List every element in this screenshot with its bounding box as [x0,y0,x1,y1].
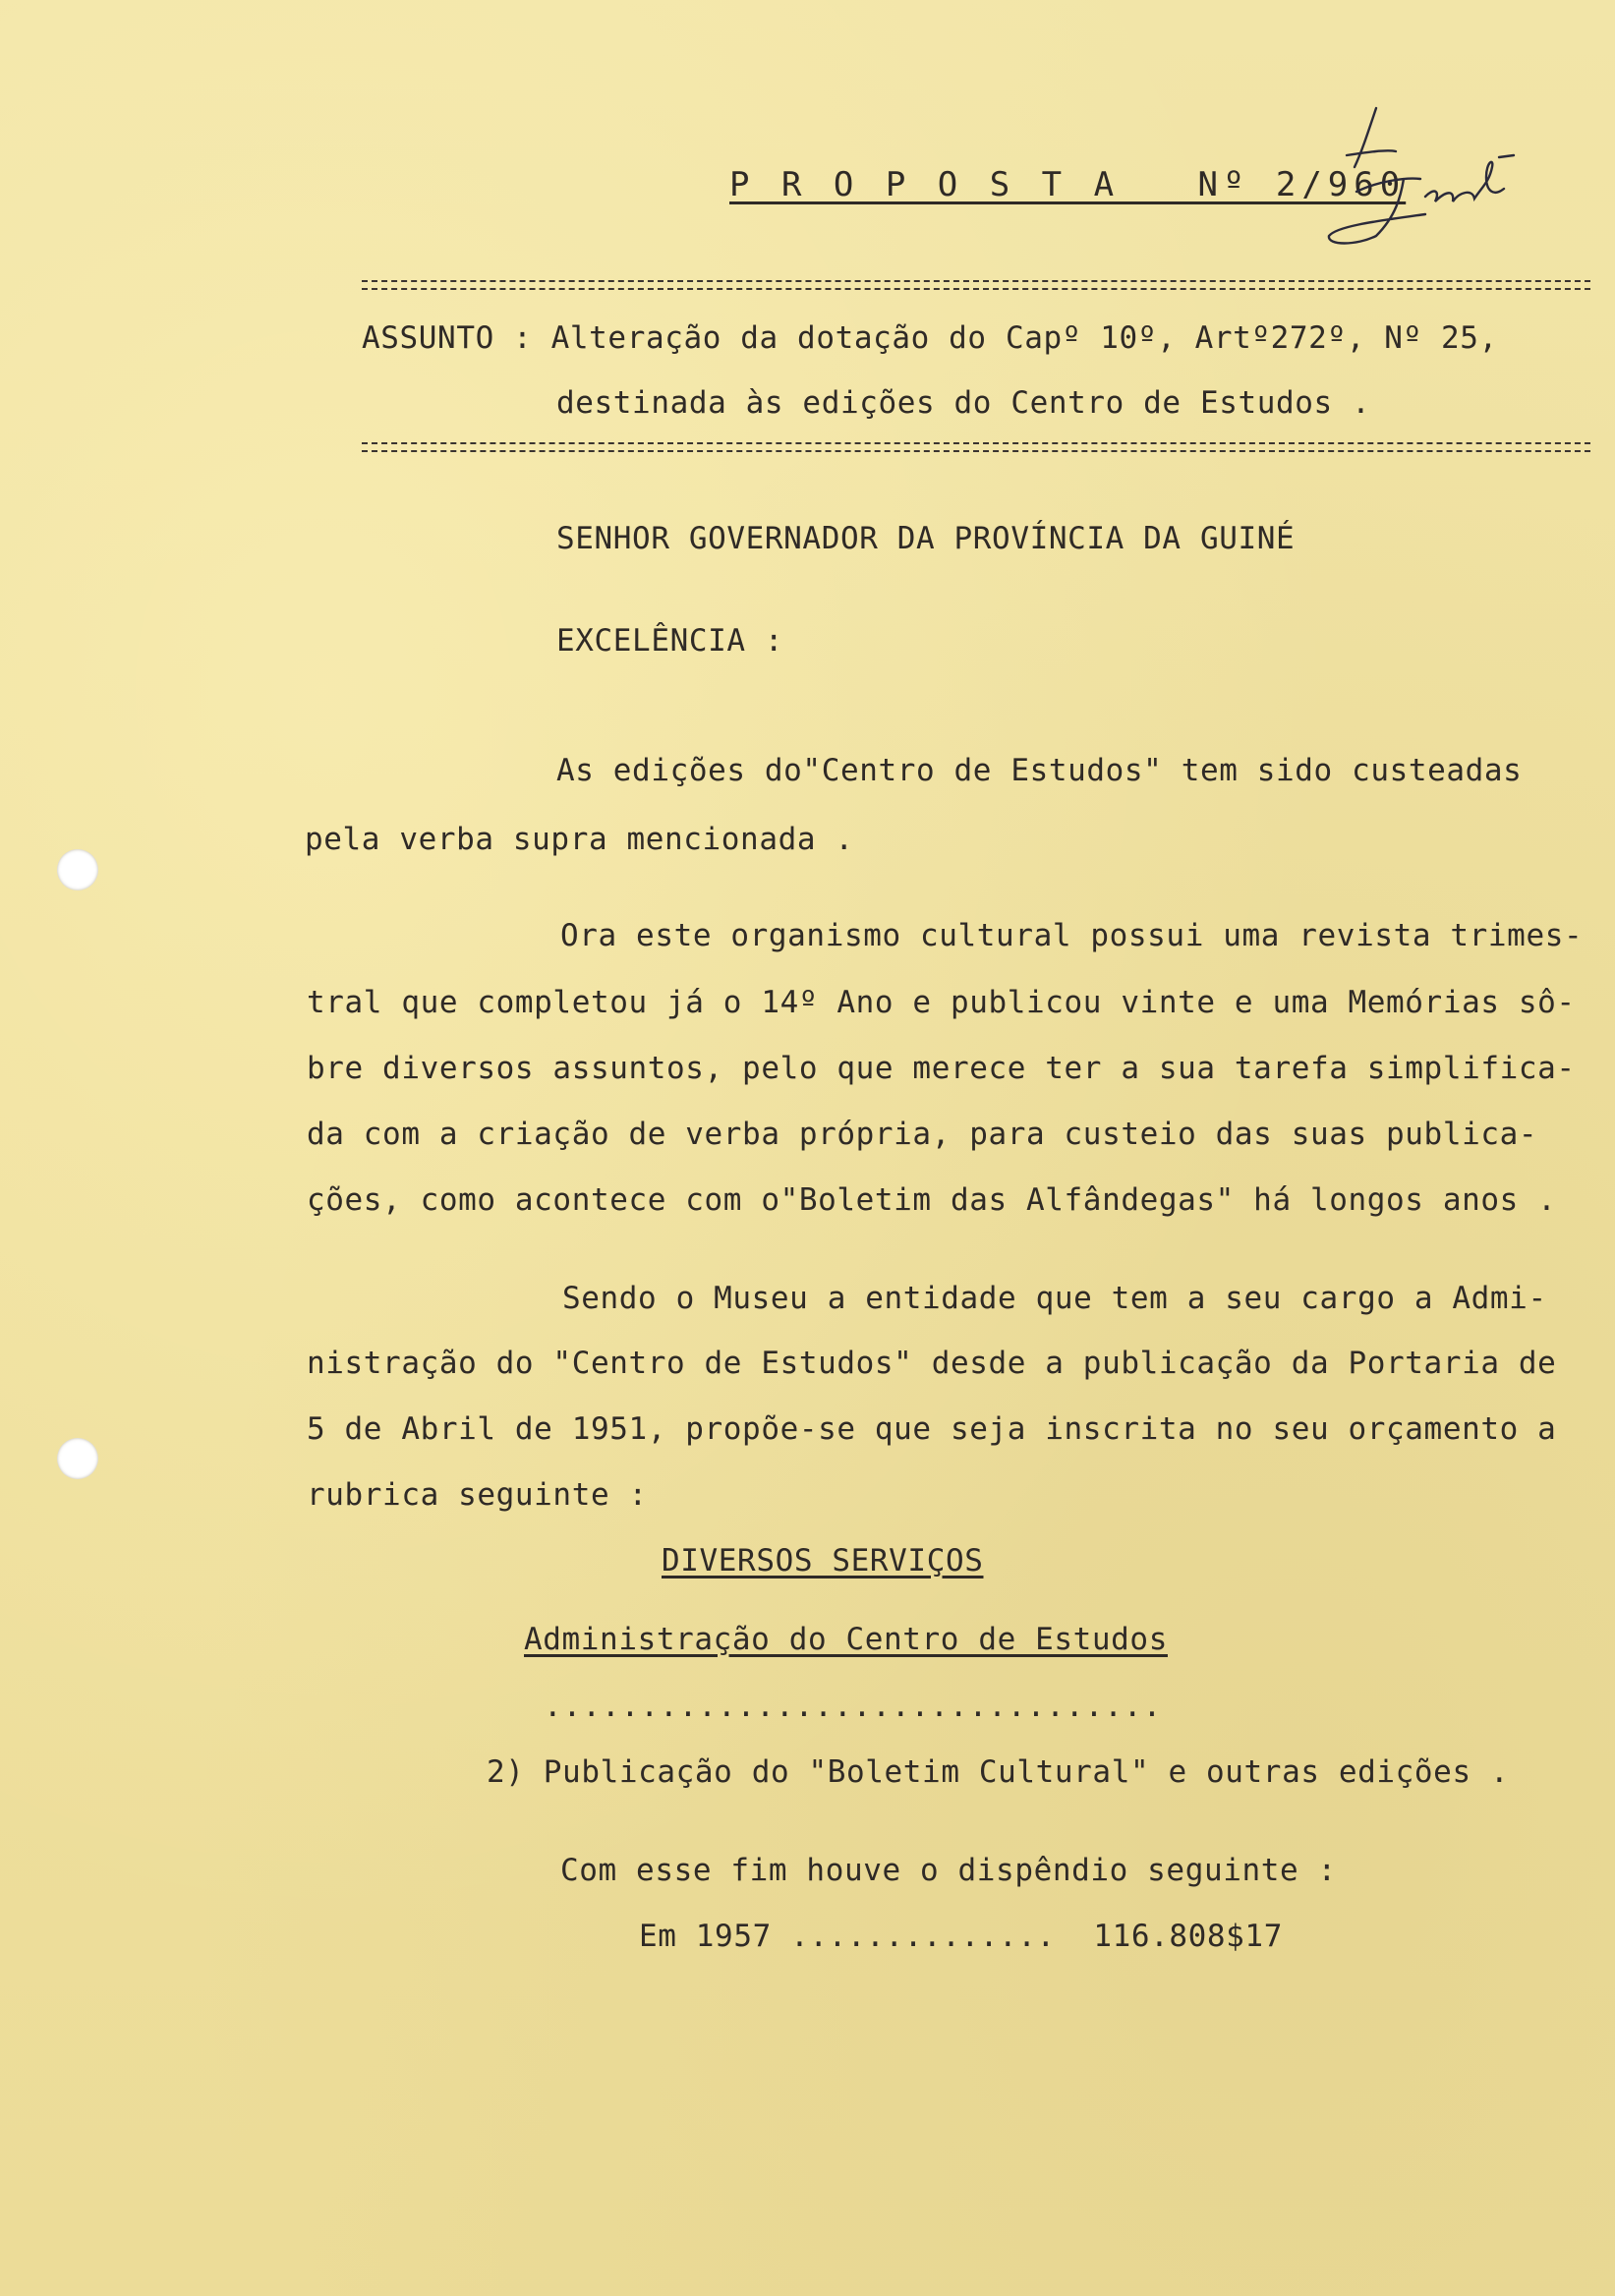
budget-item: 2) Publicação do "Boletim Cultural" e outras edições . [487,1754,1510,1790]
expenditure-intro: Com esse fim houve o dispêndio seguinte : [560,1853,1337,1888]
paragraph-3-line: 5 de Abril de 1951, propõe-se que seja inscrita no seu orçamento a [307,1411,1557,1447]
subject-line-2: destinada às edições do Centro de Estudos . [556,385,1371,421]
addressee: SENHOR GOVERNADOR DA PROVÍNCIA DA GUINÉ [556,521,1296,556]
punch-hole [57,849,98,890]
paragraph-3-line: Sendo o Museu a entidade que tem a seu cargo a Admi- [562,1281,1547,1316]
separator-line-bottom [362,442,1590,452]
salutation: EXCELÊNCIA : [556,623,784,659]
punch-hole [57,1438,98,1479]
paragraph-3-line: rubrica seguinte : [307,1477,648,1513]
paragraph-1-line: As edições do"Centro de Estudos" tem sido custeadas [556,753,1523,788]
expenditure-line: Em 1957 .............. 116.808$17 [639,1919,1283,1954]
handwritten-signature [1317,98,1553,256]
dotted-leader: ................................ [544,1689,1163,1724]
paragraph-1-line: pela verba supra mencionada . [305,822,854,857]
paragraph-2-line: Ora este organismo cultural possui uma revista trimes- [560,918,1584,953]
paragraph-2-line: da com a criação de verba própria, para custeio das suas publica- [307,1117,1538,1152]
subsection-heading: Administração do Centro de Estudos [524,1622,1168,1657]
subject-line-1: ASSUNTO : Alteração da dotação do Capº 10º, Artº272º, Nº 25, [362,320,1498,356]
paragraph-2-line: bre diversos assuntos, pelo que merece ter a sua tarefa simplifica- [307,1051,1576,1086]
section-heading: DIVERSOS SERVIÇOS [662,1543,984,1578]
paragraph-2-line: tral que completou já o 14º Ano e publicou vinte e uma Memórias sô- [307,985,1576,1020]
paragraph-3-line: nistração do "Centro de Estudos" desde a publicação da Portaria de [307,1346,1557,1381]
separator-line-top [362,280,1590,290]
document-title: P R O P O S T A Nº 2/960 [729,165,1407,204]
paragraph-2-line: ções, como acontece com o"Boletim das Alfândegas" há longos anos . [307,1182,1557,1218]
